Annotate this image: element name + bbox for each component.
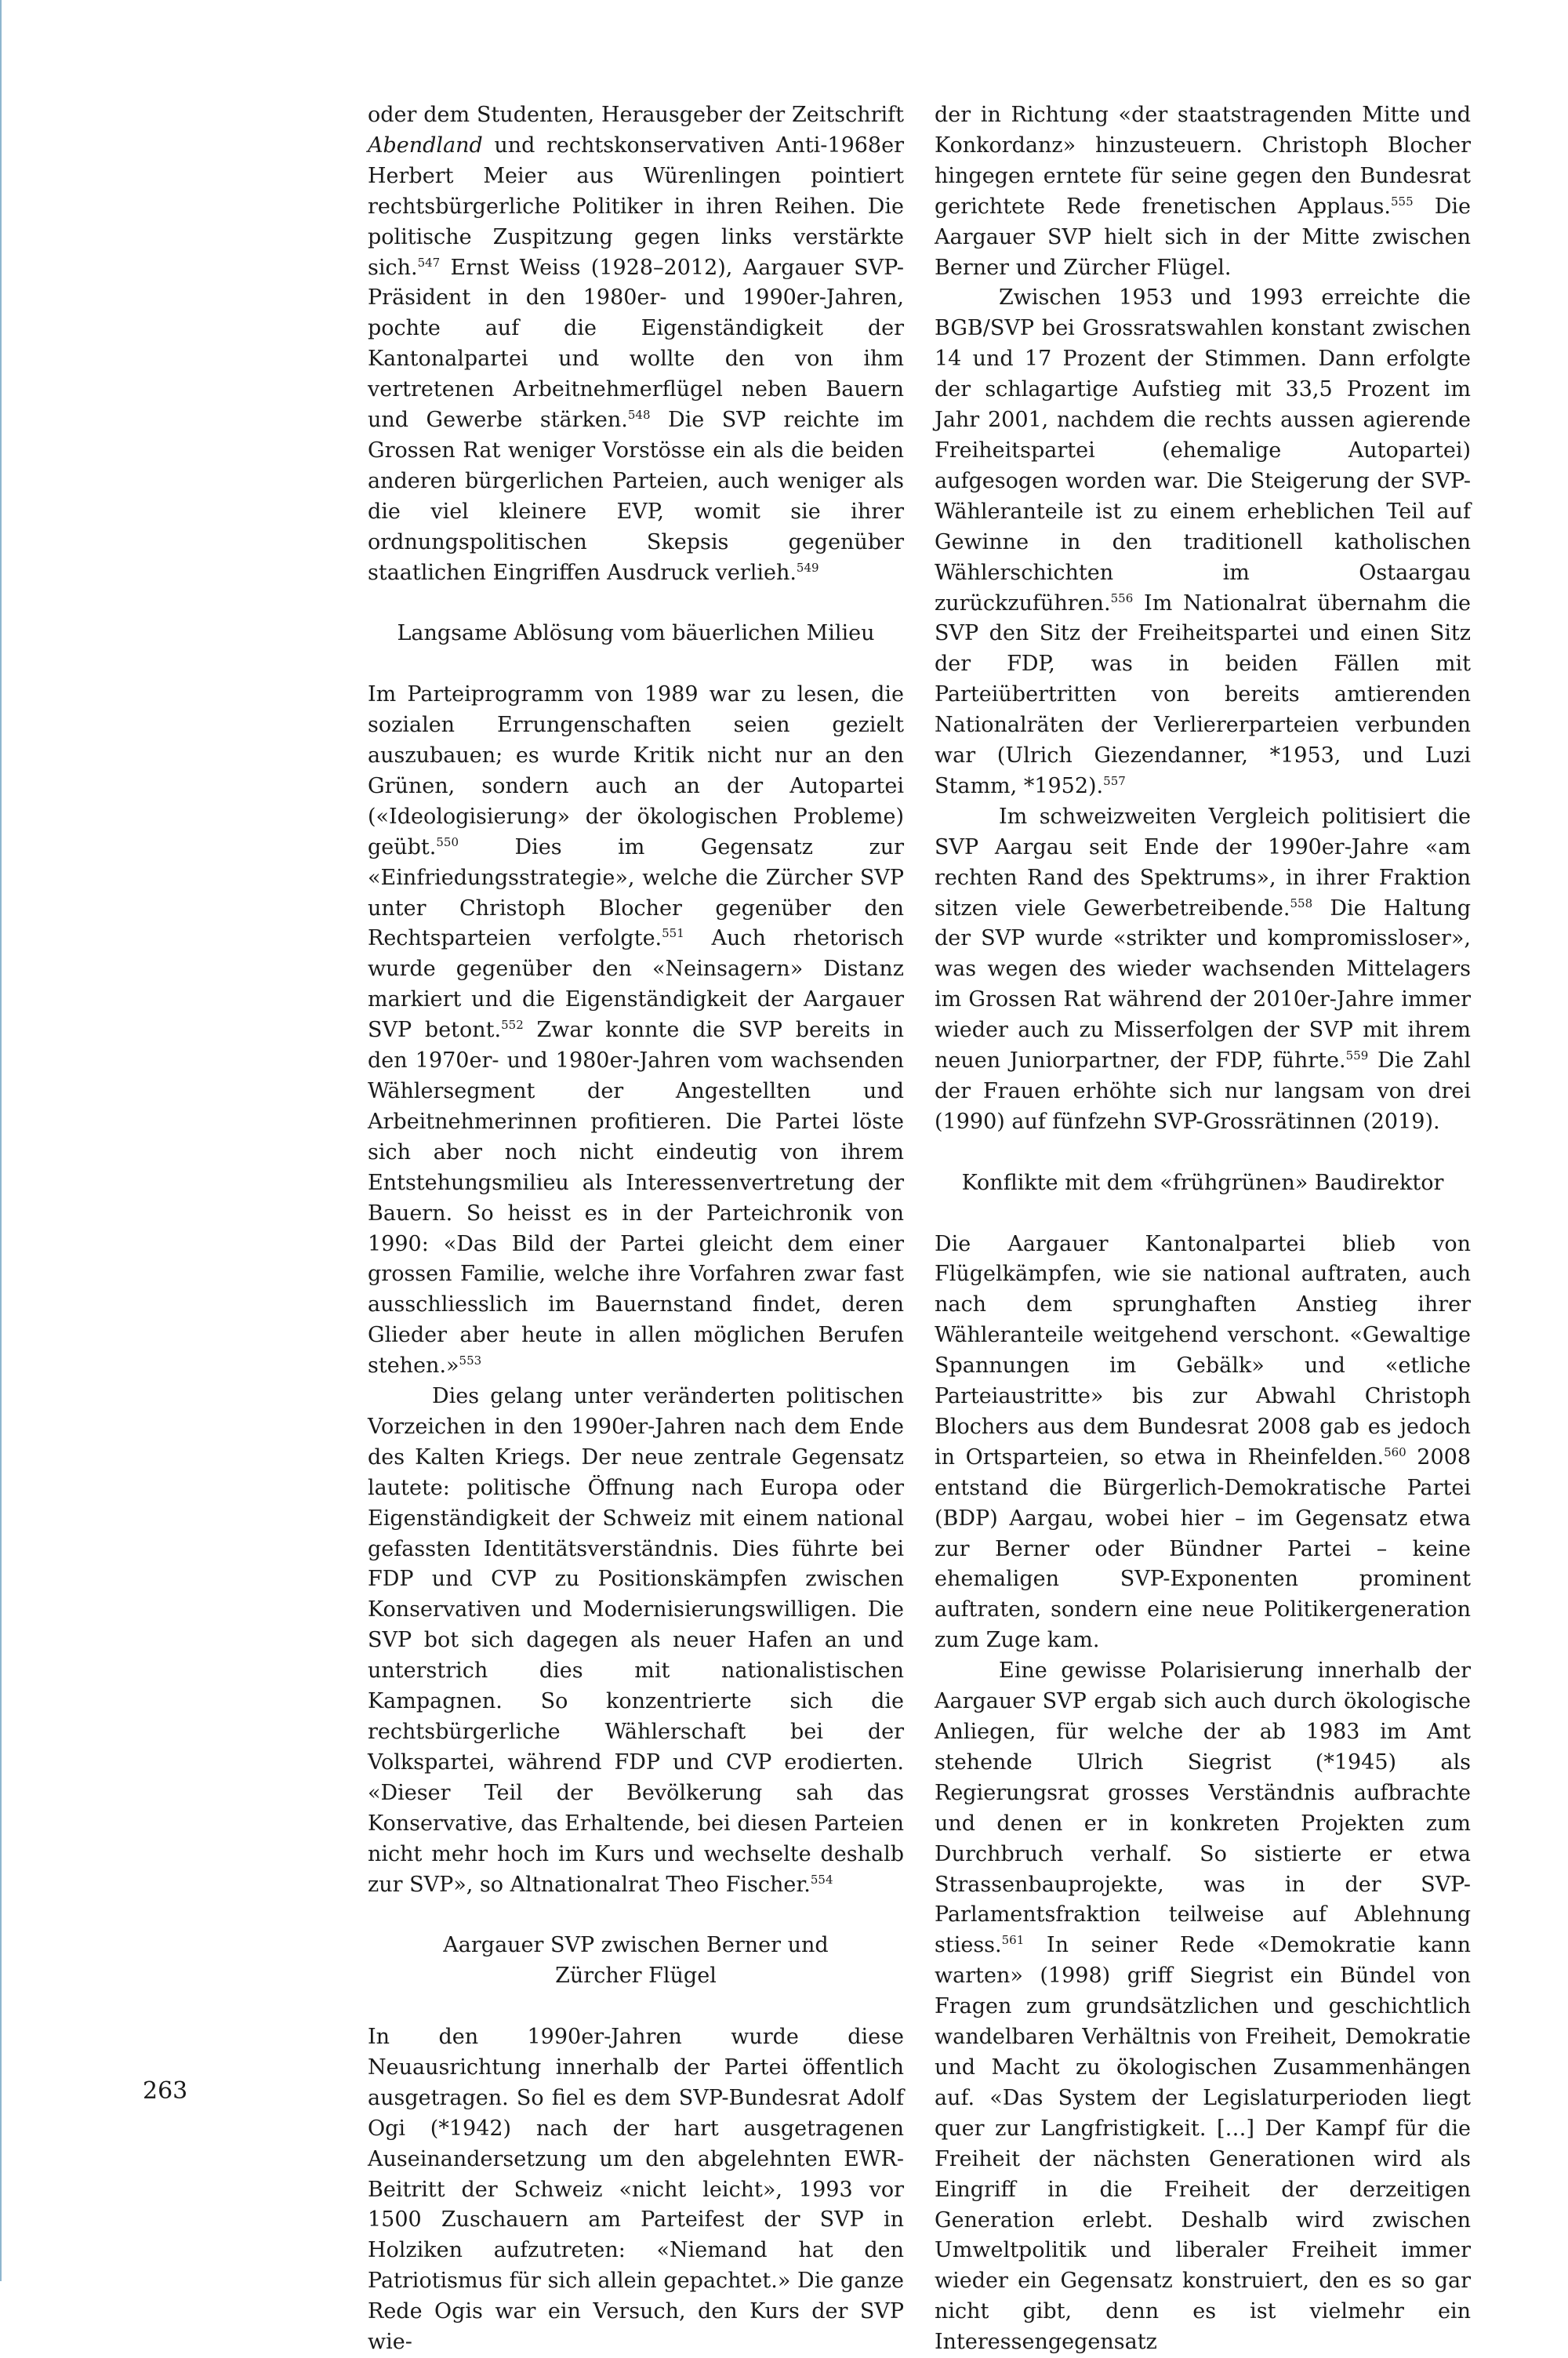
footnote-ref: 561 xyxy=(1001,1933,1025,1948)
footnote-ref: 553 xyxy=(459,1353,482,1368)
footnote-ref: 558 xyxy=(1290,896,1313,910)
footnote-ref: 556 xyxy=(1110,590,1134,605)
footnote-ref: 554 xyxy=(810,1872,833,1887)
paragraph: der in Richtung «der staatstragenden Mitte und Konkordanz» hinzusteuern. Christoph Blocher hingegen erntete für seine gegen den Bundesrat gerichtete Rede frenetischen Applaus.$^{555}$ Die Aargauer SVP hielt sich in der Mitte zwischen Berner und Zürcher Flügel. xyxy=(935,103,1471,280)
footnote-ref: 550 xyxy=(436,834,459,849)
paragraph: Die Aargauer Kantonalpartei blieb von Flügelkämpfen, wie sie national auftraten, auch nach dem sprunghaften Anstieg ihrer Wähleranteile weitgehend verschont. «Gewaltige Spannungen im Gebälk» und «etliche Parteiaustritte» bis zur Abwahl Christoph Blochers aus dem Bundesrat 2008 gab es jedoch in Ortsparteien, so etwa in Rheinfelden.$^{560}$ 2008 entstand die Bürgerlich-Demokratische Partei (BDP) Aargau, wobei hier – im Gegensatz etwa zur Berner oder Bündner Partei – keine ehemaligen SVP-Exponenten prominent auftraten, sondern eine neue Politikergeneration zum Zuge kam. xyxy=(935,1231,1472,1653)
footnote-ref: 552 xyxy=(501,1018,524,1033)
page-number: 263 xyxy=(143,2077,188,2105)
paragraph: Dies gelang unter veränderten politischen Vorzeichen in den 1990er-Jahren nach dem Ende des Kalten Kriegs. Der neue zentrale Gegensatz lautete: politische Öffnung nach Europa oder Eigenständigkeit der Schweiz mit einem national gefassten Identitätsverständnis. Dies führte bei FDP und CVP zu Positionskämpfen zwischen Konservativen und Modernisierungswilligen. Die SVP bot sich dagegen als neuer Hafen an und unterstrich dies mit nationalistischen Kampagnen. So konzentrierte sich die rechtsbürgerliche Wählerschaft bei der Volkspartei, während FDP und CVP erodierten. «Dieser Teil der Bevölkerung sah das Konservative, das Erhaltende, bei diesen Parteien nicht mehr hoch im Kurs und wechselte deshalb zur SVP», so Altnationalrat Theo Fischer.$^{554}$ xyxy=(368,1384,904,1897)
footnote-ref: 547 xyxy=(417,255,441,270)
footnote-ref: 548 xyxy=(627,408,651,423)
right-column xyxy=(935,100,1471,2358)
section-heading: Konflikte mit dem «frühgrünen» Baudirektor xyxy=(961,1170,1444,1195)
left-column xyxy=(368,100,904,2358)
paragraph: Zwischen 1953 und 1993 erreichte die BGB/SVP bei Grossratswahlen konstant zwischen 14 und 17 Prozent der Stimmen. Dann erfolgte der schlagartige Aufstieg mit 33,5 Prozent im Jahr 2001, nachdem die rechts aussen agierende Freiheitspartei (ehemalige Autopartei) aufgesogen worden war. Die Steigerung der SVP-Wähleranteile ist zu einem erheblichen Teil auf Gewinne in den traditionell katholischen Wählerschichten im Ostaargau zurückzuführen.$^{556}$ Im Nationalrat übernahm die SVP den Sitz der Freiheitspartei und einen Sitz der FDP, was in beiden Fällen mit Parteiübertritten von bereits amtierenden Nationalräten der Verliererparteien verbunden war (Ulrich Giezendanner, *1953, und Luzi Stamm, *1952).$^{557}$ xyxy=(935,285,1471,798)
paragraph: Im schweizweiten Vergleich politisiert die SVP Aargau seit Ende der 1990er-Jahre «am rechten Rand des Spektrums», in ihrer Fraktion sitzen viele Gewerbetreibende.$^{558}$ Die Haltung der SVP wurde «strikter und kompromissloser», was wegen des wieder wachsenden Mittelagers im Grossen Rat während der 2010er-Jahre immer wieder auch zu Misserfolgen der SVP mit ihrem neuen Juniorpartner, der FDP, führte.$^{559}$ Die Zahl der Frauen erhöhte sich nur langsam von drei (1990) auf fünfzehn SVP-Grossrätinnen (2019). xyxy=(935,804,1471,1134)
footnote-ref: 549 xyxy=(796,560,819,575)
journal-title: Abendland xyxy=(368,133,483,158)
footnote-ref: 559 xyxy=(1345,1048,1369,1063)
footnote-ref: 551 xyxy=(662,926,684,941)
paragraph: In den 1990er-Jahren wurde diese Neuausrichtung innerhalb der Partei öffentlich ausgetragen. So fiel es dem SVP-Bundesrat Adolf Ogi (*1942) nach der hart ausgetragenen Auseinandersetzung um den abgelehnten EWR-Beitritt der Schweiz «nicht leicht», 1993 vor 1500 Zuschauern am Parteifest der SVP in Holziken aufzutreten: «Niemand hat den Patriotismus für sich allein gepachtet.» Die ganze Rede Ogis war ein Versuch, den Kurs der SVP wie- xyxy=(368,2025,904,2355)
paragraph: Eine gewisse Polarisierung innerhalb der Aargauer SVP ergab sich auch durch ökologische Anliegen, für welche der ab 1983 im Amt stehende Ulrich Siegrist (*1945) als Regierungsrat grosses Verständnis aufbrachte und denen er in konkreten Projekten zum Durchbruch verhalf. So sistierte er etwa Strassenbauprojekte, was in der SVP-Parlamentsfraktion teilweise auf Ablehnung stiess.$^{561}$ In seiner Rede «Demokratie kann warten» (1998) griff Siegrist ein Bündel von Fragen zum grundsätzlichen und geschichtlich wandelbaren Verhältnis von Freiheit, Demokratie und Macht zu ökologischen Zusammenhängen auf. «Das System der Legislaturperioden liegt quer zur Langfristigkeit. […] Der Kampf für die Freiheit der nächsten Generationen wird als Eingriff in die Freiheit der derzeitigen Generation erlebt. Deshalb wird zwischen Umweltpolitik und liberaler Freiheit immer wieder ein Gegensatz konstruiert, den es so gar nicht gibt, denn es ist vielmehr ein Interessengegensatz xyxy=(935,1659,1471,2355)
footnote-ref: 560 xyxy=(1384,1444,1406,1459)
paragraph: Im Parteiprogramm von 1989 war zu lesen, die sozialen Errungenschaften seien gezielt auszubauen; es wurde Kritik nicht nur an den Grünen, sondern auch an der Autopartei («Ideologisierung» der ökologischen Probleme) geübt.$^{550}$ Dies im Gegensatz zur «Einfriedungsstrategie», welche die Zürcher SVP unter Christoph Blocher gegenüber den Rechtsparteien verfolgte.$^{551}$ Auch rhetorisch wurde gegenüber den «Neinsagern» Distanz markiert und die Eigenständigkeit der Aargauer SVP betont.$^{552}$ Zwar konnte die SVP bereits in den 1970er- und 1980er-Jahren vom wachsenden Wählersegment der Angestellten und Arbeitnehmerinnen profitieren. Die Partei löste sich aber noch nicht eindeutig von ihrem Entstehungsmilieu als Interessenvertretung der Bauern. So heisst es in der Parteichronik von 1990: «Das Bild der Partei gleicht dem einer grossen Familie, welche ihre Vorfahren zwar fast ausschliesslich im Bauernstand findet, deren Glieder aber heute in allen möglichen Berufen stehen.»$^{553}$ xyxy=(368,682,905,1379)
section-heading: Langsame Ablösung vom bäuerlichen Milieu xyxy=(397,621,875,646)
section-heading: Aargauer SVP zwischen Berner und Zürcher Flügel xyxy=(443,1933,829,1989)
paragraph: oder dem Studenten, Herausgeber der Zeitschrift Abendland und rechtskonservativen Anti-1968er Herbert Meier aus Würenlingen pointiert rechtsbürgerliche Politiker in ihren Reihen. Die politische Zuspitzung gegen links verstärkte sich.$^{547}$ Ernst Weiss (1928–2012), Aargauer SVP-Präsident in den 1980er- und 1990er-Jahren, pochte auf die Eigenständigkeit der Kantonalpartei und wollte den von ihm vertretenen Arbeitnehmerflügel neben Bauern und Gewerbe stärken.$^{548}$ Die SVP reichte im Grossen Rat weniger Vorstösse ein als die beiden anderen bürgerlichen Parteien, auch weniger als die viel kleinere EVP, womit sie ihrer ordnungspolitischen Skepsis gegenüber staatlichen Eingriffen Ausdruck verlieh.$^{549}$ xyxy=(368,103,904,585)
page-edge-line xyxy=(0,0,2,2281)
footnote-ref: 555 xyxy=(1390,194,1414,209)
footnote-ref: 557 xyxy=(1103,773,1126,788)
